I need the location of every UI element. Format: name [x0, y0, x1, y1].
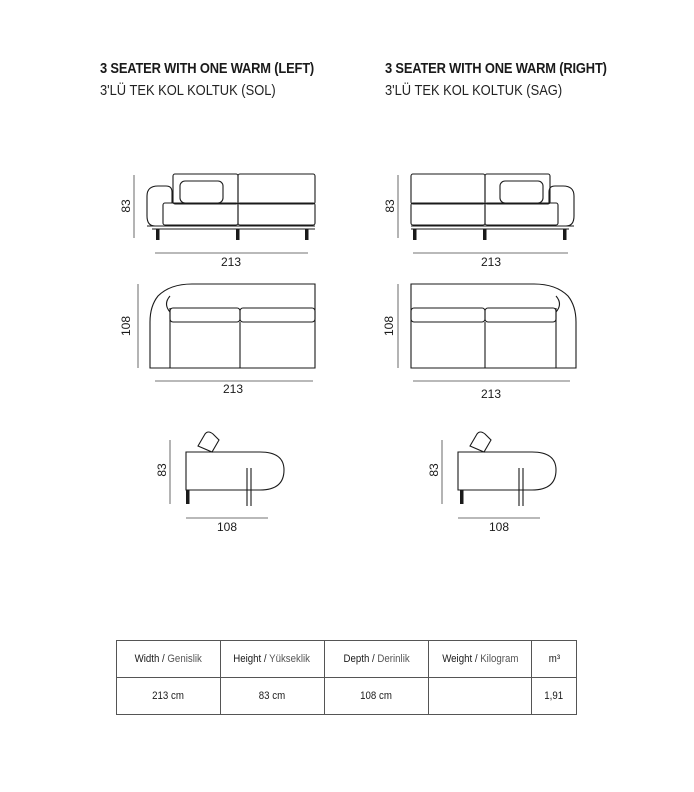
header-width: Width / Genislik [117, 641, 221, 678]
right-top-depth-dimension [382, 284, 398, 368]
value-volume: 1,91 [532, 678, 577, 715]
left-top-depth-label: 108 [119, 315, 133, 337]
value-width: 213 cm [117, 678, 221, 715]
right-side-height-dimension [427, 440, 442, 504]
left-front-width-label: 213 [220, 255, 242, 269]
right-front-width-dimension [413, 253, 568, 269]
right-side-view [458, 432, 556, 506]
left-front-height-dimension [119, 175, 134, 238]
specs-value-row [117, 678, 577, 715]
right-side-depth-label: 108 [488, 520, 510, 534]
left-front-width-dimension [155, 253, 308, 269]
header-weight: Weight / Kilogram [429, 641, 532, 678]
right-subtitle: 3'LÜ TEK KOL KOLTUK (SAG) [385, 82, 563, 99]
left-title: 3 SEATER WITH ONE WARM (LEFT) [100, 60, 315, 77]
value-depth: 108 cm [324, 678, 428, 715]
left-top-width-dimension [155, 381, 313, 396]
specs-header-row [117, 641, 577, 678]
right-top-view [411, 284, 576, 368]
left-subtitle: 3'LÜ TEK KOL KOLTUK (SOL) [100, 82, 276, 99]
left-top-depth-dimension [119, 284, 138, 368]
left-side-depth-label: 108 [216, 520, 238, 534]
right-front-width-label: 213 [480, 255, 502, 269]
left-side-depth-dimension [186, 518, 268, 534]
right-top-depth-label: 108 [382, 315, 396, 337]
left-top-width-label: 213 [222, 382, 244, 396]
left-side-height-dimension [155, 440, 170, 504]
right-title: 3 SEATER WITH ONE WARM (RIGHT) [385, 60, 607, 77]
left-side-height-label: 83 [155, 463, 169, 477]
right-side-height-label: 83 [427, 463, 441, 477]
right-front-height-label: 83 [383, 199, 397, 213]
right-top-width-label: 213 [480, 387, 502, 401]
header-height: Height / Yükseklik [220, 641, 324, 678]
right-front-height-dimension [383, 175, 398, 238]
right-side-depth-dimension [458, 518, 540, 534]
specs-table [116, 640, 577, 715]
right-front-view [411, 174, 574, 240]
value-weight [429, 678, 532, 715]
left-front-view [147, 174, 315, 240]
header-volume: m³ [532, 641, 577, 678]
header-depth: Depth / Derinlik [324, 641, 428, 678]
left-top-view [150, 284, 315, 368]
left-side-view [186, 432, 284, 506]
left-front-height-label: 83 [119, 199, 133, 213]
value-height: 83 cm [220, 678, 324, 715]
right-top-width-dimension [413, 381, 570, 401]
